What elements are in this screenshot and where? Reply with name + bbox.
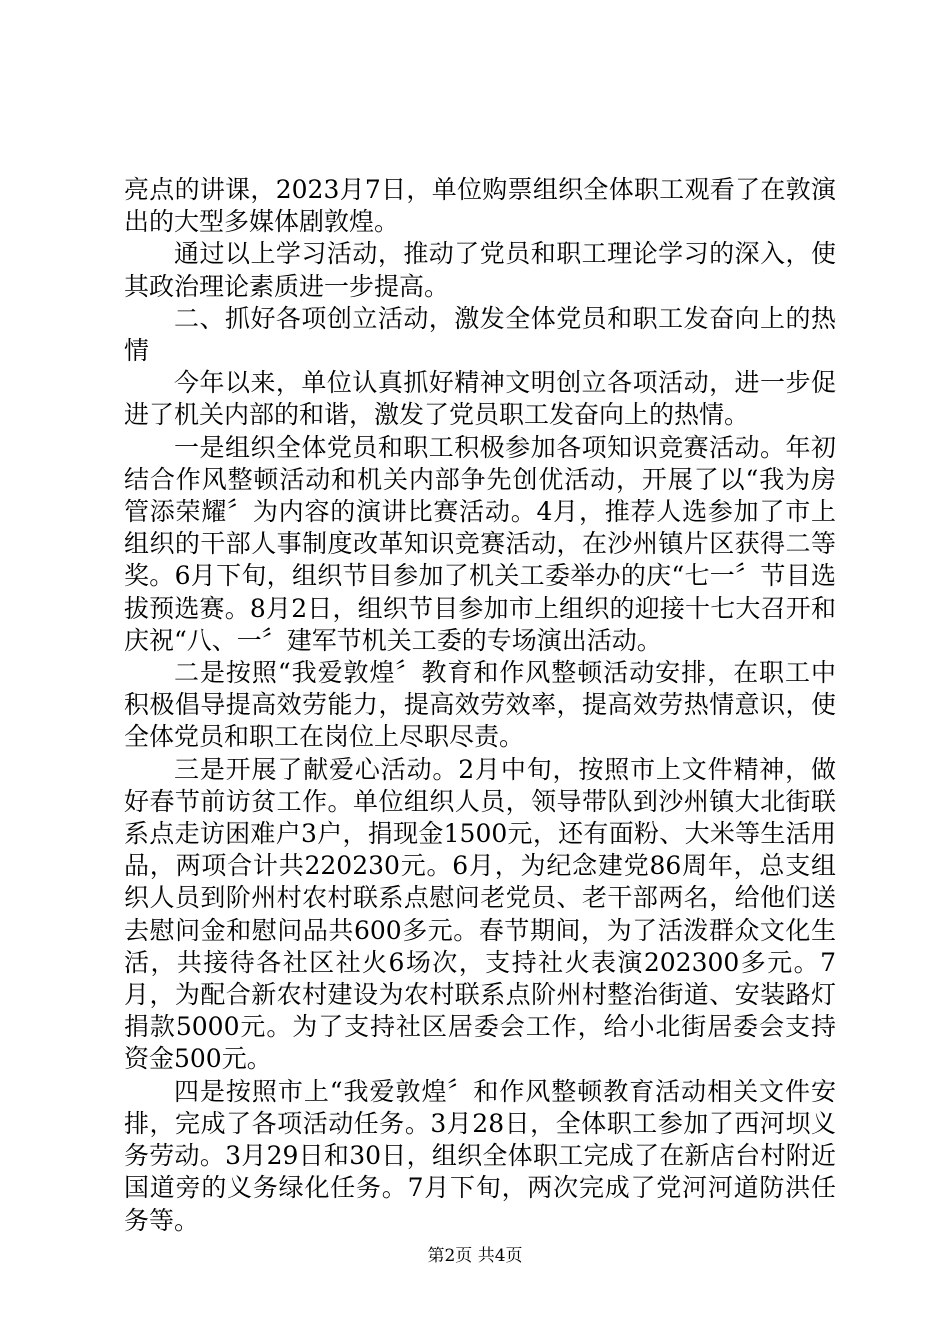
paragraph-3: 今年以来，单位认真抓好精神文明创立各项活动，进一步促进了机关内部的和谐，激发了党员职工发奋向上的热情。 [124,368,836,430]
section-heading: 二、抓好各项创立活动，激发全体党员和职工发奋向上的热情 [124,303,836,366]
paragraph-6: 三是开展了献爱心活动。2月中旬，按照市上文件精神，做好春节前访贫工作。单位组织人员，领导带队到沙州镇大北街联系点走访困难户3户，捐现金1500元，还有面粉、大米等生活用品，两项合计共220230元。6月，为纪念建党86周年，总支组织人员到阶州村农村联系点慰问老党员、老干部两名，给他们送去慰问金和慰问品共600多元。春节期间，为了活泼群众文化生活，共接待各社区社火6场次，支持社火表演202300多元。7月，为配合新农村建设为农村联系点阶州村整治街道、安装路灯捐款5000元。为了支持社区居委会工作，给小北街居委会支持资金500元。 [124,754,836,1074]
document-body [124,174,836,1237]
paragraph-5: 二是按照“我爱敦煌〞教育和作风整顿活动安排，在职工中积极倡导提高效劳能力，提高效劳效率，提高效劳热情意识，使全体党员和职工在岗位上尽职尽责。 [124,658,836,752]
page-footer [0,1245,950,1267]
page-number-label: 第2页 共4页 [427,1246,523,1266]
paragraph-1: 亮点的讲课，2023月7日，单位购票组织全体职工观看了在敦演出的大型多媒体剧敦煌。 [124,175,836,237]
paragraph-4: 一是组织全体党员和职工积极参加各项知识竞赛活动。年初结合作风整顿活动和机关内部争先创优活动，开展了以“我为房管添荣耀〞为内容的演讲比赛活动。4月，推荐人选参加了市上组织的干部人事制度改革知识竞赛活动，在沙州镇片区获得二等奖。6月下旬，组织节目参加了机关工委举办的庆“七一〞节目选拔预选赛。8月2日，组织节目参加市上组织的迎接十七大召开和庆祝“八、一〞建军节机关工委的专场演出活动。 [124,432,836,655]
paragraph-7: 四是按照市上“我爱敦煌〞和作风整顿教育活动相关文件安排，完成了各项活动任务。3月28日，全体职工参加了西河坝义务劳动。3月29日和30日，组织全体职工完成了在新店台村附近国道旁的义务绿化任务。7月下旬，两次完成了党河河道防洪任务等。 [124,1076,836,1235]
paragraph-2: 通过以上学习活动，推动了党员和职工理论学习的深入，使其政治理论素质进一步提高。 [124,239,836,301]
